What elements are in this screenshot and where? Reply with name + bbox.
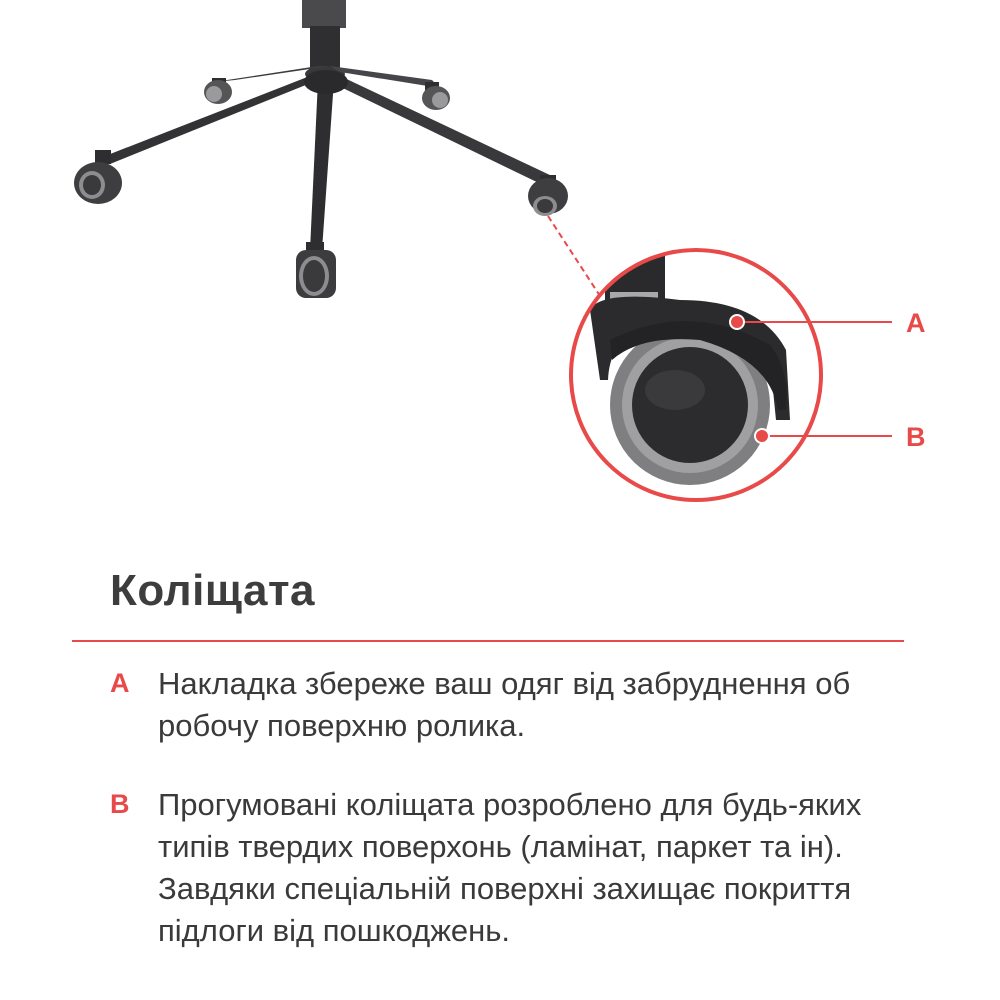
- wheel-back-right: [422, 86, 450, 110]
- zoom-circle: [571, 250, 821, 500]
- wheel-back-left: [204, 80, 232, 104]
- wheel-left: [74, 162, 122, 204]
- section-divider: [72, 640, 904, 642]
- wheel-front: [296, 250, 336, 298]
- feature-text-b: Прогумовані коліщата розроблено для будь-яких типів твердих поверхонь (ламінат, паркет та ін). Завдяки спеціальній поверхні захищає покриття підлоги від пошкоджень.: [158, 787, 862, 948]
- callout-b-label: B: [906, 422, 926, 452]
- callout-a-label: A: [906, 308, 926, 338]
- zoom-connector-line: [548, 216, 600, 296]
- feature-letter-b: B: [110, 789, 130, 819]
- chair-base: [95, 0, 556, 256]
- wheel-right: [528, 178, 568, 216]
- feature-text-a: Накладка збереже ваш одяг від забруднення об робочу поверхню ролика.: [158, 666, 851, 743]
- feature-letter-a: A: [110, 668, 130, 698]
- section-title: Коліщата: [110, 566, 315, 615]
